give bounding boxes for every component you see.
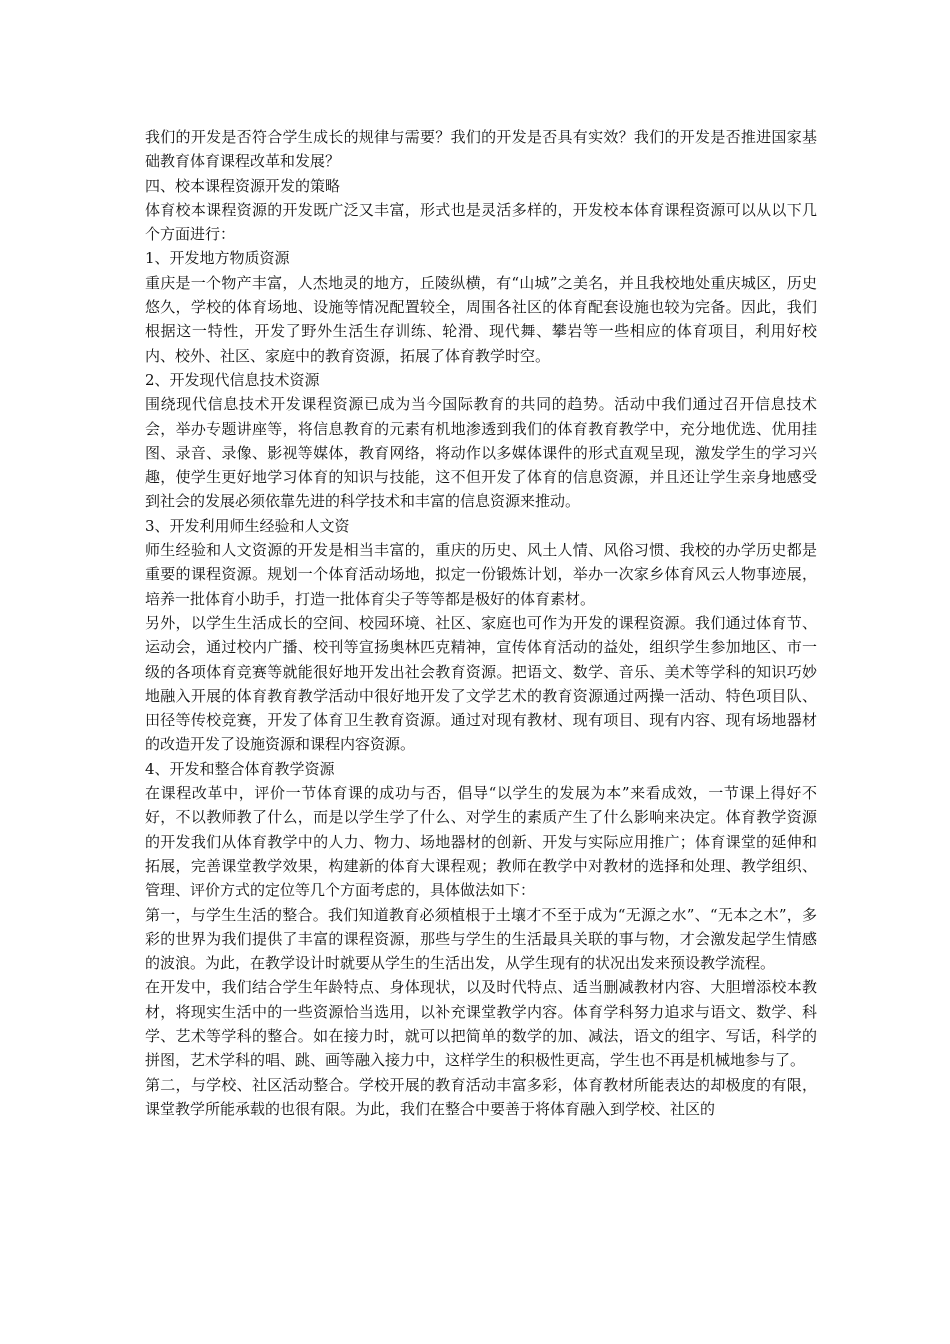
paragraph-development: 在开发中，我们结合学生年龄特点、身体现状，以及时代特点、适当删减教材内容、大胆增添校本教材，将现实生活中的一些资源恰当选用，以补充课堂教学内容。体育学科努力追求与语文、数学、科学、艺术等学科的整合。如在接力时，就可以把简单的数学的加、减法，语文的组字、写话，科学的拼图，艺术学科的唱、跳、画等融入接力中，这样学生的积极性更高，学生也不再是机械地参与了。 — [145, 978, 817, 1070]
paragraph-social-resources: 另外，以学生生活成长的空间、校园环境、社区、家庭也可作为开发的课程资源。我们通过体育节、运动会，通过校内广播、校刊等宣扬奥林匹克精神，宣传体育活动的益处，组织学生参加地区、市一级的各项体育竞赛等就能很好地开发出社会教育资源。把语文、数学、音乐、美术等学科的知识巧妙地融入开展的体育教育教学活动中很好地开发了文学艺术的教育资源通过两操一活动、特色项目队、田径等传校竞赛，开发了体育卫生教育资源。通过对现有教材、现有项目、现有内容、现有场地器材的改造开发了设施资源和课程内容资源。 — [145, 613, 817, 754]
paragraph-teaching-resources: 在课程改革中，评价一节体育课的成功与否，倡导“以学生的发展为本”来看成效，一节课上得好不好，不以教师教了什么，而是以学生学了什么、对学生的素质产生了什么影响来决定。体育教学资源的开发我们从体育教学中的人力、物力、场地器材的创新、开发与实际应用推广；体育课堂的延伸和拓展，完善课堂教学效果，构建新的体育大课程观；教师在教学中对教材的选择和处理、教学组织、管理、评价方式的定位等几个方面考虑的，具体做法如下： — [145, 784, 817, 900]
section-heading-strategies: 四、校本课程资源开发的策略 — [145, 176, 341, 195]
paragraph-intro: 体育校本课程资源的开发既广泛又丰富，形式也是灵活多样的，开发校本体育课程资源可以从以下几个方面进行： — [145, 200, 817, 244]
paragraph-experience-resources: 师生经验和人文资源的开发是相当丰富的，重庆的历史、风土人情、风俗习惯、我校的办学历史都是重要的课程资源。规划一个体育活动场地，拟定一份锻炼计划，举办一次家乡体育风云人物事迹展，培养一批体育小助手，打造一批体育尖子等等都是极好的体育素材。 — [145, 541, 817, 608]
paragraph-first-integration: 第一，与学生生活的整合。我们知道教育必须植根于土壤才不至于成为“无源之水”、“无本之木”，多彩的世界为我们提供了丰富的课程资源，那些与学生的生活最具关联的事与物，才会激发起学生情感的波浪。为此，在教学设计时就要从学生的生活出发，从学生现有的状况出发来预设教学流程。 — [145, 905, 817, 973]
paragraph-it-resources: 围绕现代信息技术开发课程资源已成为当今国际教育的共同的趋势。活动中我们通过召开信息技术会，举办专题讲座等，将信息教育的元素有机地渗透到我们的体育教育教学中，充分地优选、优用挂图、录音、录像、影视等媒体，教育网络，将动作以多媒体课件的形式直观呈现，激发学生的学习兴趣，使学生更好地学习体育的知识与技能，这不但开发了体育的信息资源，并且还让学生亲身地感受到社会的发展必须依靠先进的科学技术和丰富的信息资源来推动。 — [145, 395, 817, 511]
paragraph-second-integration: 第二，与学校、社区活动整合。学校开展的教育活动丰富多彩，体育教材所能表达的却极度的有限，课堂教学所能承载的也很有限。为此，我们在整合中要善于将体育融入到学校、社区的 — [145, 1075, 817, 1118]
subheading-local-resources: 1、开发地方物质资源 — [145, 249, 290, 268]
paragraph-questions: 我们的开发是否符合学生成长的规律与需要？我们的开发是否具有实效？我们的开发是否推进国家基础教育体育课程改革和发展？ — [145, 128, 817, 171]
subheading-it-resources: 2、开发现代信息技术资源 — [145, 370, 320, 389]
subheading-teaching-resources: 4、开发和整合体育教学资源 — [145, 759, 335, 778]
paragraph-local-resources: 重庆是一个物产丰富，人杰地灵的地方，丘陵纵横，有“山城”之美名，并且我校地处重庆城区，历史悠久，学校的体育场地、设施等情况配置较全，周围各社区的体育配套设施也较为完备。因此，我们根据这一特性，开发了野外生活生存训练、轮滑、现代舞、攀岩等一些相应的体育项目，利用好校内、校外、社区、家庭中的教育资源，拓展了体育教学时空。 — [145, 273, 817, 365]
subheading-experience-resources: 3、开发利用师生经验和人文资 — [145, 516, 350, 535]
